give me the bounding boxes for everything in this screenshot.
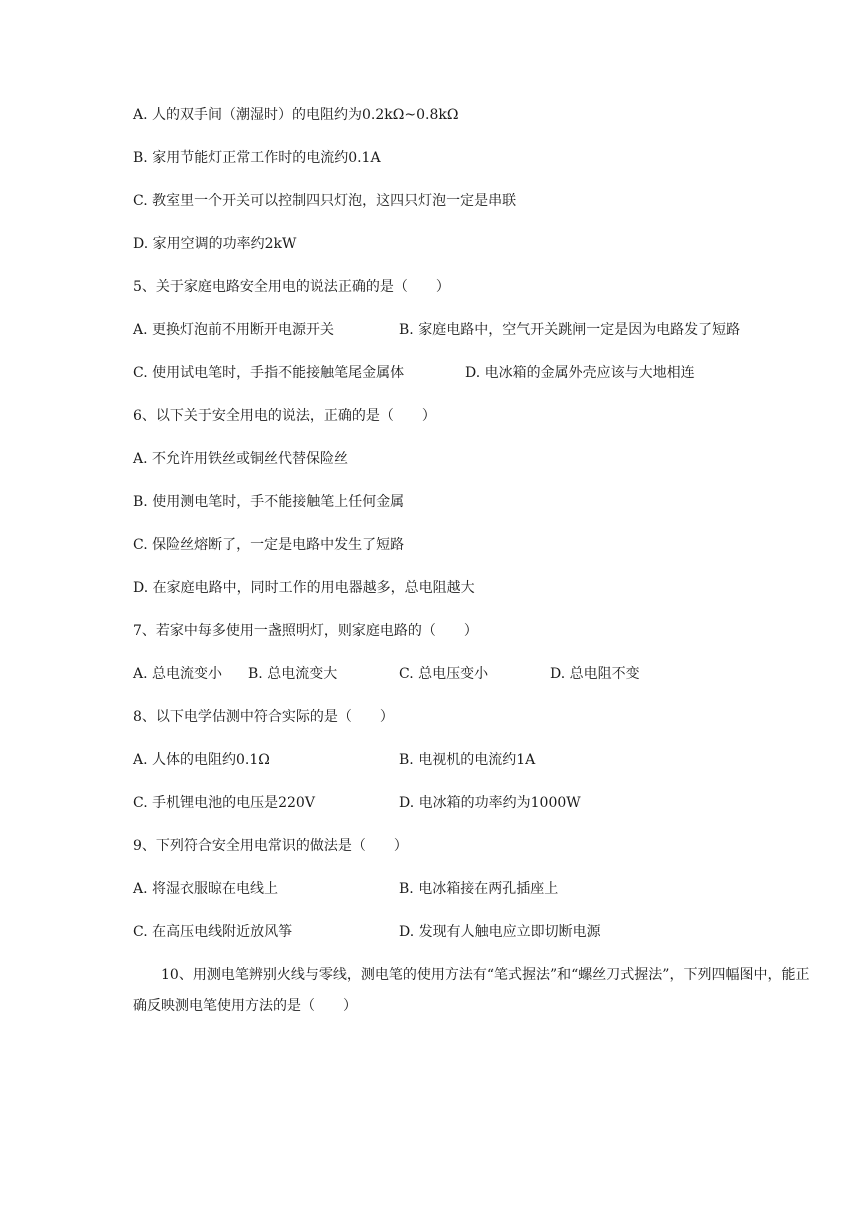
q9-option-a: A. 将湿衣服晾在电线上 <box>133 881 279 897</box>
q5-option-a: A. 更换灯泡前不用断开电源开关 <box>133 322 335 338</box>
q9-option-d: D. 发现有人触电应立即切断电源 <box>399 924 601 940</box>
q4-option-c: C. 教室里一个开关可以控制四只灯泡，这四只灯泡一定是串联 <box>133 193 517 209</box>
q6-option-a: A. 不允许用铁丝或铜丝代替保险丝 <box>133 451 349 467</box>
q5-options-row-2 <box>133 363 813 383</box>
q4-option-b: B. 家用节能灯正常工作时的电流约0.1A <box>133 150 381 166</box>
q9-stem: 9、下列符合安全用电常识的做法是（ ） <box>133 838 408 854</box>
q5-options-row-1 <box>133 320 813 340</box>
q7-option-b: B. 总电流变大 <box>248 666 338 682</box>
q9-option-c: C. 在高压电线附近放风筝 <box>133 924 293 940</box>
q8-stem: 8、以下电学估测中符合实际的是（ ） <box>133 709 394 725</box>
q4-option-d: D. 家用空调的功率约2kW <box>133 236 297 252</box>
q7-options-row <box>133 664 813 684</box>
q8-option-c: C. 手机锂电池的电压是220V <box>133 795 315 811</box>
q8-options-row-1 <box>133 750 813 770</box>
q8-option-d: D. 电冰箱的功率约为1000W <box>399 795 581 811</box>
q5-stem: 5、关于家庭电路安全用电的说法正确的是（ ） <box>133 279 450 295</box>
q6-option-c: C. 保险丝熔断了，一定是电路中发生了短路 <box>133 537 405 553</box>
q8-option-b: B. 电视机的电流约1A <box>399 752 536 768</box>
q8-options-row-2 <box>133 793 813 813</box>
q6-option-d: D. 在家庭电路中，同时工作的用电器越多，总电阻越大 <box>133 580 475 596</box>
q10-stem: 10、用测电笔辨别火线与零线，测电笔的使用方法有“笔式握法”和“螺丝刀式握法”，下列四幅图中，能正确反映测电笔使用方法的是（ ） <box>133 967 810 1014</box>
q7-option-d: D. 总电阻不变 <box>550 666 640 682</box>
q7-option-a: A. 总电流变小 <box>133 666 223 682</box>
q5-option-d: D. 电冰箱的金属外壳应该与大地相连 <box>465 365 695 381</box>
q6-stem: 6、以下关于安全用电的说法，正确的是（ ） <box>133 408 436 424</box>
q4-option-a: A. 人的双手间（潮湿时）的电阻约为0.2kΩ~0.8kΩ <box>133 107 459 123</box>
q9-options-row-2 <box>133 922 813 942</box>
q7-stem: 7、若家中每多使用一盏照明灯，则家庭电路的（ ） <box>133 623 478 639</box>
q5-option-c: C. 使用试电笔时，手指不能接触笔尾金属体 <box>133 365 405 381</box>
q7-option-c: C. 总电压变小 <box>399 666 489 682</box>
q9-options-row-1 <box>133 879 813 899</box>
q9-option-b: B. 电冰箱接在两孔插座上 <box>399 881 559 897</box>
q8-option-a: A. 人体的电阻约0.1Ω <box>133 752 270 768</box>
q5-option-b: B. 家庭电路中，空气开关跳闸一定是因为电路发了短路 <box>399 322 741 338</box>
q6-option-b: B. 使用测电笔时，手不能接触笔上任何金属 <box>133 494 405 510</box>
